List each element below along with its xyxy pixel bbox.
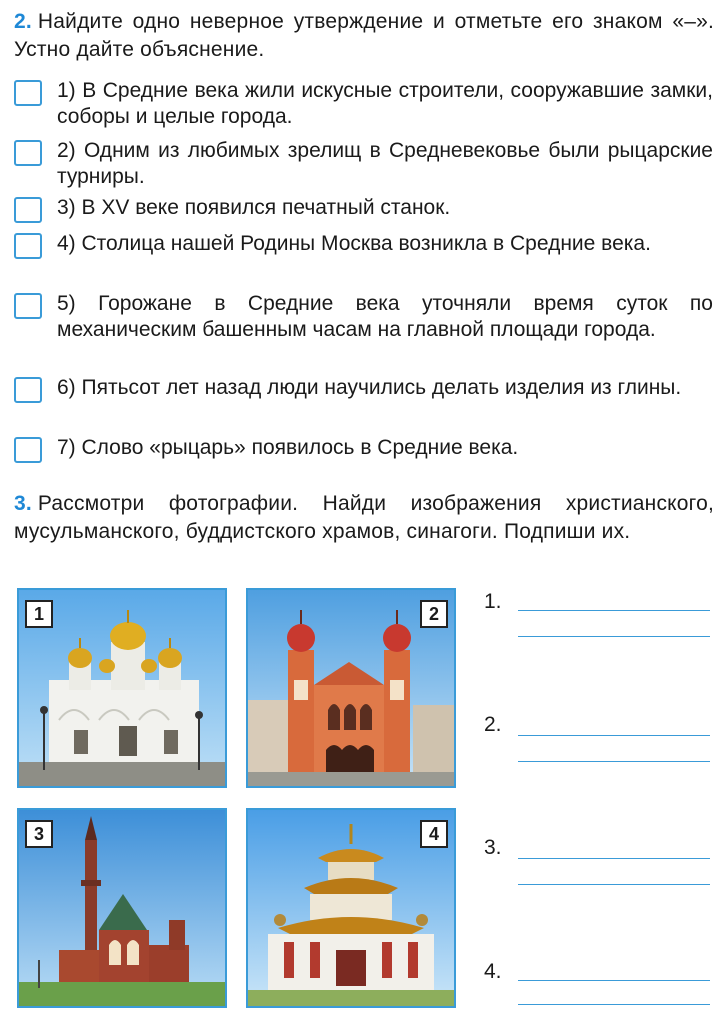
statement-item [14,231,714,291]
photo-synagogue [246,588,456,788]
task-3-number: 3. [14,492,32,515]
answer-slot-3 [484,838,714,898]
answer-line[interactable] [518,884,710,885]
answer-slot-4 [484,962,714,1022]
answer-line[interactable] [518,980,710,981]
answer-number: 1. [484,590,502,613]
answer-checkbox[interactable] [14,80,42,106]
task-3-question-text: Рассмотри фотографии. Найди изображения христианского, мусульманского, буддистского храмов, синагоги. Подпиши их. [14,492,714,543]
photo-buddhist-temple [246,808,456,1008]
answer-number: 4. [484,960,502,983]
statement-text: 4) Столица нашей Родины Москва возникла в Средние века. [57,232,651,255]
statement-text: 1) В Средние века жили искусные строители, сооружавшие замки, соборы и целые города. [57,79,713,128]
statement-text: 5) Горожане в Средние века уточняли время суток по механическим башенным часам на главной площади города. [57,292,713,341]
answer-checkbox[interactable] [14,140,42,166]
answer-line[interactable] [518,1004,710,1005]
photo-number-badge: 1 [25,600,53,628]
answer-checkbox[interactable] [14,233,42,259]
statement-item [14,78,714,138]
answer-number: 2. [484,713,502,736]
statement-text: 7) Слово «рыцарь» появилось в Средние века. [57,436,519,459]
task-2-question [14,8,714,64]
answer-slot-2 [484,715,714,775]
statement-text: 6) Пятьсот лет назад люди научились делать изделия из глины. [57,376,682,399]
statement-item [14,435,714,495]
photo-orthodox-cathedral [17,588,227,788]
answer-line[interactable] [518,761,710,762]
answer-checkbox[interactable] [14,293,42,319]
photo-number-badge: 4 [420,820,448,848]
answer-checkbox[interactable] [14,437,42,463]
statement-item [14,375,714,435]
answer-line[interactable] [518,858,710,859]
answer-number: 3. [484,836,502,859]
statement-item [14,138,714,198]
photo-number-badge: 2 [420,600,448,628]
answer-checkbox[interactable] [14,377,42,403]
answer-line[interactable] [518,610,710,611]
statement-text: 3) В XV веке появился печатный станок. [57,196,451,219]
answer-line[interactable] [518,735,710,736]
task-3-question [14,490,714,546]
statement-item [14,291,714,351]
photo-mosque [17,808,227,1008]
task-2-number: 2. [14,10,32,33]
statement-text: 2) Одним из любимых зрелищ в Средневековье были рыцарские турниры. [57,139,713,188]
answer-line[interactable] [518,636,710,637]
answer-slot-1 [484,592,714,652]
task-2-question-text: Найдите одно неверное утверждение и отметьте его знаком «–». Устно дайте объяснение. [14,10,714,61]
answer-checkbox[interactable] [14,197,42,223]
photo-number-badge: 3 [25,820,53,848]
